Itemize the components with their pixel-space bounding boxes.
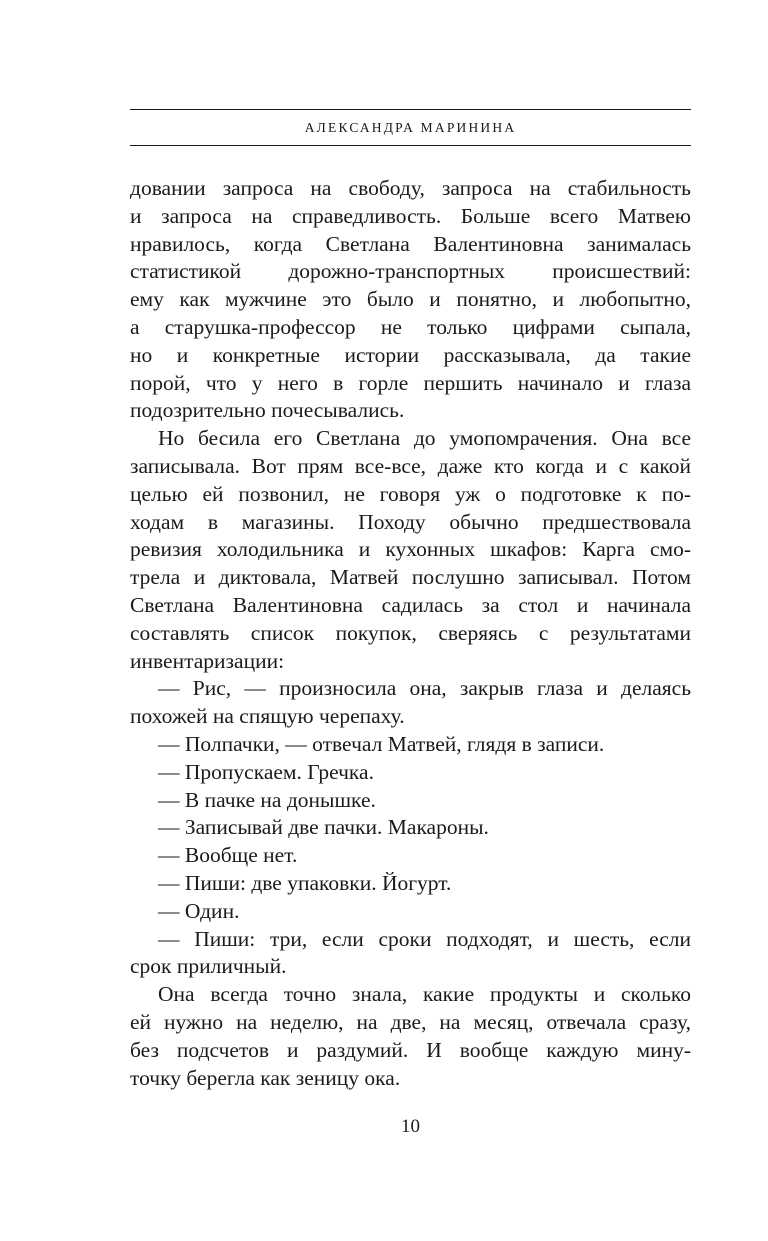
text-line: целью ей позвонил, не говоря уж о подготовке к по- [130, 481, 691, 506]
text-line: — Пиши: две упаковки. Йогурт. [158, 870, 452, 895]
text-line: Светлана Валентиновна садилась за стол и начинала [130, 592, 691, 617]
text-line: ревизия холодильника и кухонных шкафов: Карга смо- [130, 537, 691, 562]
text-line: статистикой дорожно-транспортных происшествий: [130, 259, 691, 284]
text-line: но и конкретные истории рассказывала, да такие [130, 342, 691, 367]
header-rule-top [130, 109, 691, 110]
text-line: порой, что у него в горле першить начинало и глаза [130, 370, 691, 395]
page-number: 10 [401, 1116, 420, 1137]
text-line: ему как мужчине это было и понятно, и любопытно, [130, 287, 691, 312]
text-line: срок приличный. [130, 954, 287, 979]
body-text [130, 175, 691, 1092]
text-line: — Вообще нет. [158, 843, 298, 868]
text-line: нравилось, когда Светлана Валентиновна занималась [130, 231, 691, 256]
text-line: довании запроса на свободу, запроса на стабильность [130, 176, 691, 200]
text-line: Но бесила его Светлана до умопомрачения. Она все [158, 426, 691, 451]
text-line: — В пачке на донышке. [158, 787, 376, 812]
text-line: точку берегла как зеницу ока. [130, 1065, 401, 1090]
text-line: трела и диктовала, Матвей послушно записывал. Потом [130, 565, 691, 590]
text-line: а старушка-профессор не только цифрами сыпала, [130, 314, 691, 339]
text-line: — Записывай две пачки. Макароны. [158, 815, 489, 840]
text-line: похожей на спящую черепаху. [130, 704, 405, 729]
header-rule-bottom [130, 145, 691, 146]
text-line: без подсчетов и раздумий. И вообще каждую мину- [130, 1037, 691, 1062]
text-line: — Пиши: три, если сроки подходят, и шесть, если [158, 926, 691, 951]
running-head: АЛЕКСАНДРА МАРИНИНА [304, 120, 517, 135]
text-line: Она всегда точно знала, какие продукты и сколько [158, 982, 691, 1007]
text-line: записывала. Вот прям все-все, даже кто когда и с какой [130, 453, 691, 478]
text-line: — Рис, — произносила она, закрыв глаза и делаясь [158, 676, 691, 701]
text-line: — Один. [158, 898, 240, 923]
text-line: ей нужно на неделю, на две, на месяц, отвечала сразу, [130, 1009, 691, 1034]
text-line: составлять список покупок, сверяясь с результатами [130, 620, 691, 645]
text-line: инвентаризации: [130, 648, 285, 673]
text-line: — Пропускаем. Гречка. [158, 759, 374, 784]
text-line: подозрительно почесывались. [130, 398, 405, 423]
text-line: ходам в магазины. Походу обычно предшествовала [130, 509, 691, 534]
text-line: — Полпачки, — отвечал Матвей, глядя в записи. [158, 731, 605, 756]
text-line: и запроса на справедливость. Больше всего Матвею [130, 203, 691, 228]
